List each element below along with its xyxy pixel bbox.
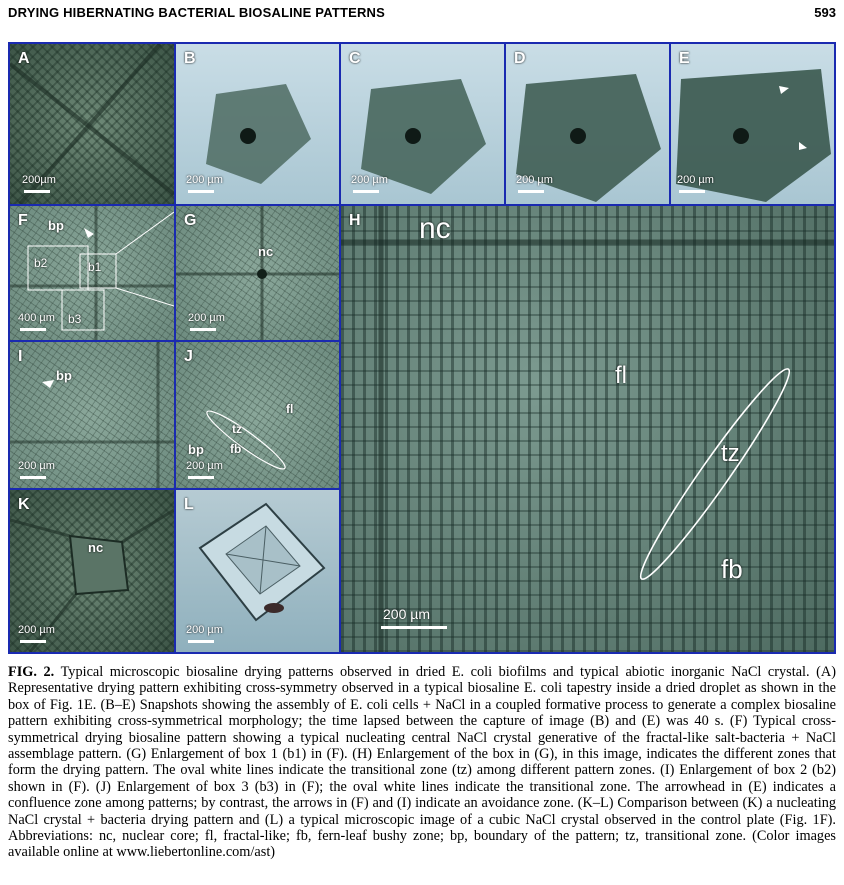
panel-i-scale-text: 200 µm — [18, 460, 55, 472]
f-b3-label: b3 — [68, 312, 82, 326]
panel-g — [176, 206, 339, 340]
panel-c-label: C — [349, 50, 361, 67]
panel-j-label: J — [184, 348, 193, 365]
arrow-icon — [84, 228, 94, 238]
panel-l-scale-text: 200 µm — [186, 624, 223, 636]
panel-d-scale-bar — [518, 190, 544, 193]
panel-a-scale-text: 200µm — [22, 174, 56, 186]
panel-k — [10, 490, 174, 652]
panel-f — [10, 206, 174, 340]
panel-c — [341, 44, 504, 204]
caption-text: Typical microscopic biosaline drying patterns observed in dried E. coli biofilms and typical abiotic inorganic NaCl crystal. (A) Representative drying pattern exhibiting cross-symmetry observed in a typical biosaline E. coli tapestry inside a dried droplet as shown in the box of Fig. 1E. (B–E) Snapshots showing the assembly of E. coli cells + NaCl in a coupled formative process to generate a complex biosaline pattern exhibiting cross-symmetrical morphology; the time lapsed between the capture of image (B) and (E) was 40 s. (F) Typical cross-symmetrical drying biosaline pattern showing a typical nucleating central NaCl crystal generative of the fractal-like salt-bacteria + NaCl assemblage pattern. (G) Enlargement of box 1 (b1) in (F). (H) Enlargement of the box in (G), in this image, indicates the different zones that form the drying pattern. The oval white lines indicate the transitional zone (tz) among different pattern zones. (I) Enlargement of box 2 (b2) shown in (F). (J) Enlargement of box 3 (b3) in (F); the oval white lines indicate the transitional zone. The arrowhead in (E) indicates a confluence zone among patterns; by contrast, the arrows in (F) and (I) indicate an avoidance zone. (K–L) Comparison between (K) a nucleating NaCl crystal + bacteria drying pattern and (L) a typical microscopic image of a cubic NaCl crystal observed in the control plate (Fig. 1F). Abbreviations: nc, nuclear core; fl, fractal-like; fb, fern-leaf bushy zone; bp, boundary of the pattern; tz, transitional zone. (Color images available online at www.liebertonline.com/ast) — [8, 664, 836, 861]
j-fl-label: fl — [286, 402, 294, 416]
j-bp-label: bp — [188, 442, 204, 457]
panel-i-label: I — [18, 348, 23, 365]
f-b2-label: b2 — [34, 256, 48, 270]
panel-l — [176, 490, 339, 652]
k-nc-label: nc — [88, 540, 104, 555]
panel-i — [10, 342, 174, 488]
panel-e-scale-text: 200 µm — [677, 174, 714, 186]
h-fb-label: fb — [721, 554, 743, 584]
h-nc-label: nc — [419, 212, 451, 245]
panel-j-scale-text: 200 µm — [186, 460, 223, 472]
h-fl-label: fl — [615, 362, 627, 389]
panel-j — [176, 342, 339, 488]
panel-h — [341, 206, 834, 652]
panel-j-scale-bar — [188, 476, 214, 479]
panel-i-scale-bar — [20, 476, 46, 479]
running-header — [8, 2, 836, 24]
panel-d-label: D — [514, 50, 526, 67]
panel-a-scale-bar — [24, 190, 50, 193]
j-fb-label: fb — [230, 442, 242, 456]
panel-k-label: K — [18, 496, 30, 513]
h-tz-label: tz — [721, 440, 740, 467]
panel-c-scale-text: 200 µm — [351, 174, 388, 186]
panel-h-image — [341, 206, 834, 652]
page-number: 593 — [814, 5, 836, 20]
running-title: DRYING HIBERNATING BACTERIAL BIOSALINE PATTERNS — [8, 5, 386, 20]
panel-l-label: L — [184, 496, 194, 513]
panel-k-scale-bar — [20, 640, 46, 643]
panel-a — [10, 44, 174, 204]
j-tz-label: tz — [232, 422, 242, 436]
panel-h-scale-bar — [381, 626, 447, 629]
panel-f-scale-bar — [20, 328, 46, 331]
g-nc-label: nc — [258, 244, 274, 259]
panel-f-scale-text: 400 µm — [18, 312, 55, 324]
i-bp-label: bp — [56, 368, 72, 383]
arrow-icon — [42, 380, 54, 388]
panel-b — [176, 44, 339, 204]
f-bp-label: bp — [48, 218, 64, 233]
panel-g-scale-bar — [190, 328, 216, 331]
panel-f-label: F — [18, 212, 28, 229]
panel-d-scale-text: 200 µm — [516, 174, 553, 186]
panel-g-scale-text: 200 µm — [188, 312, 225, 324]
figure-2 — [8, 42, 836, 654]
panel-b-scale-text: 200 µm — [186, 174, 223, 186]
panel-c-scale-bar — [353, 190, 379, 193]
panel-h-label: H — [349, 212, 361, 229]
panel-e — [671, 44, 834, 204]
panel-b-label: B — [184, 50, 196, 67]
caption-fig-label: FIG. 2. — [8, 664, 55, 680]
panel-a-label: A — [18, 50, 30, 67]
panel-e-label: E — [679, 50, 690, 67]
panel-d — [506, 44, 669, 204]
panel-k-scale-text: 200 µm — [18, 624, 55, 636]
figure-caption — [8, 664, 836, 861]
panel-b-scale-bar — [188, 190, 214, 193]
f-b1-label: b1 — [88, 260, 102, 274]
panel-e-scale-bar — [679, 190, 705, 193]
panel-l-scale-bar — [188, 640, 214, 643]
panel-h-scale-text: 200 µm — [383, 606, 430, 622]
panel-g-label: G — [184, 212, 197, 229]
